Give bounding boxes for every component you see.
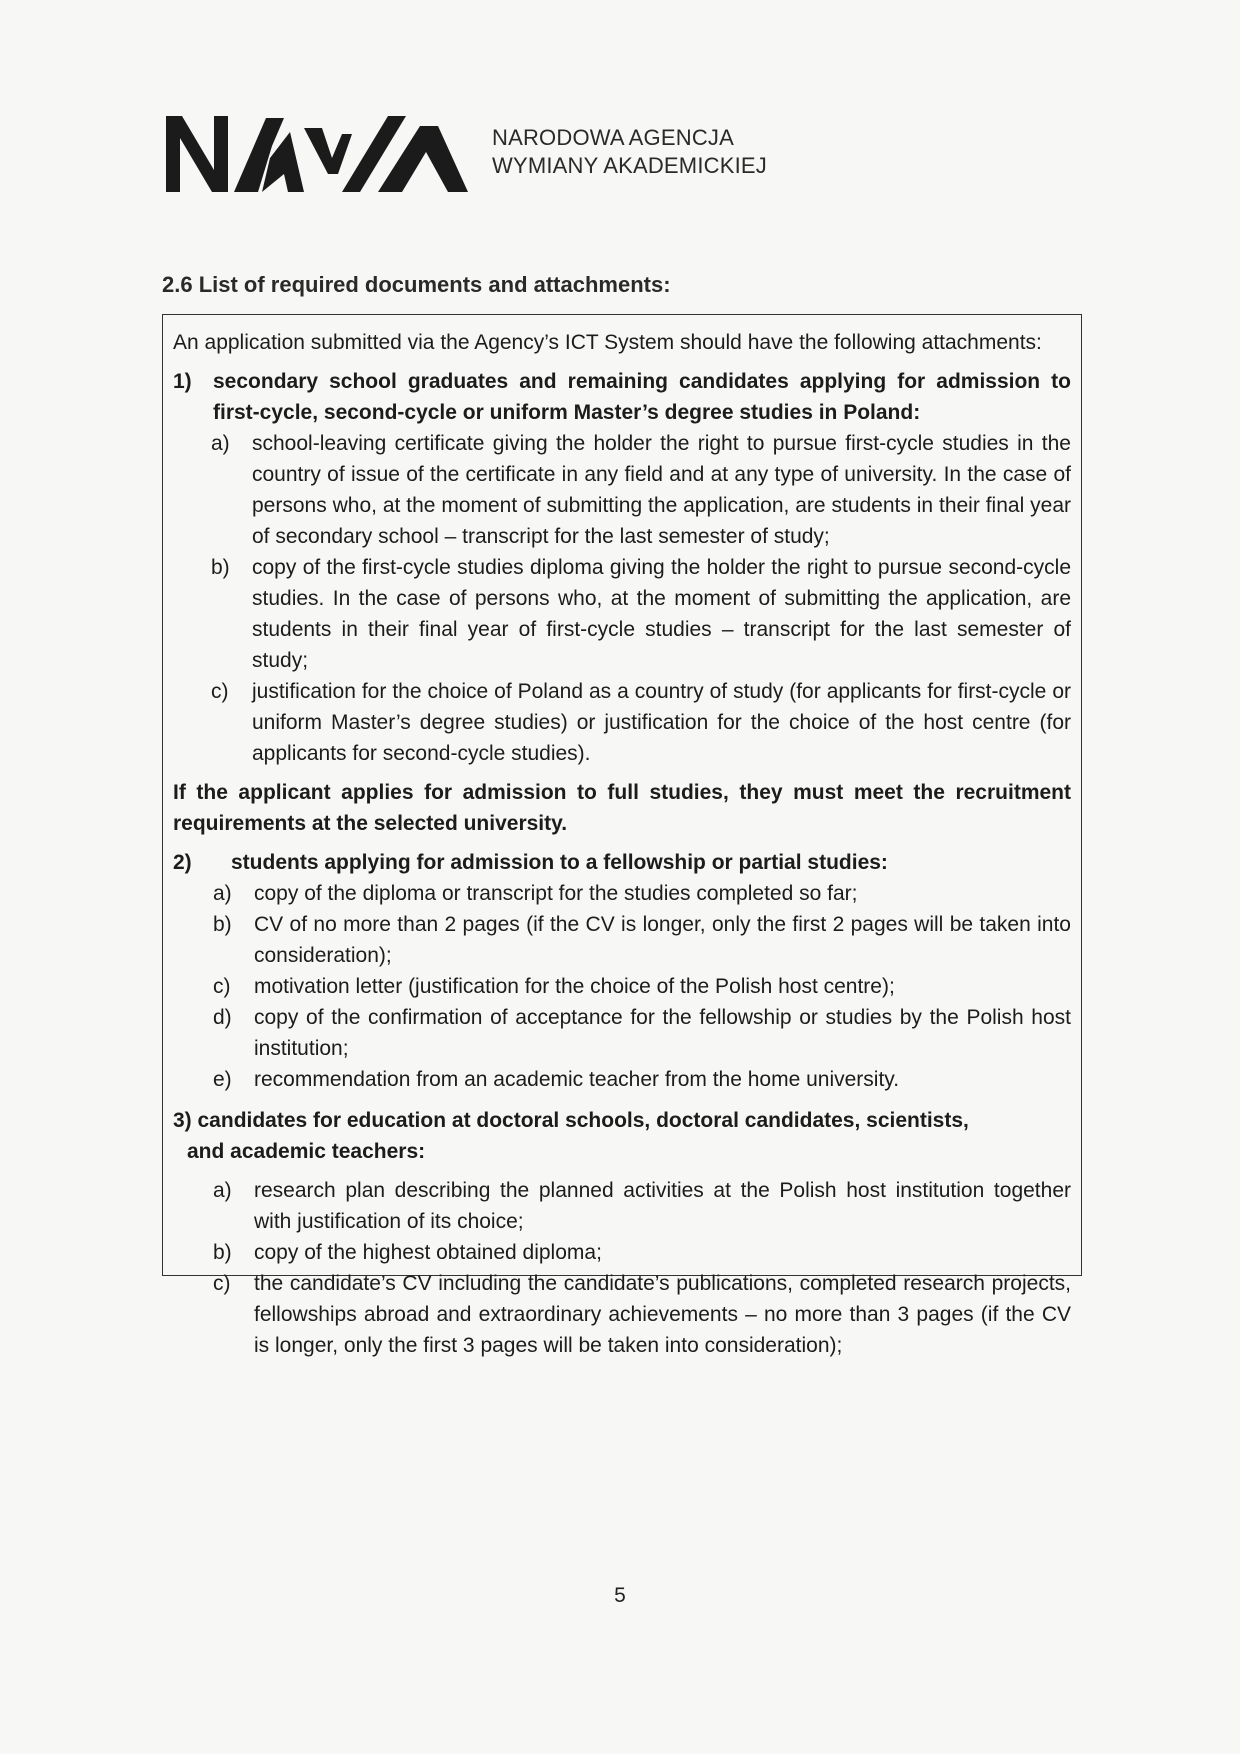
list-item	[213, 878, 1071, 909]
item-text: recommendation from an academic teacher from the home university.	[254, 1068, 900, 1091]
item-letter: a)	[211, 432, 230, 455]
item-letter: a)	[213, 882, 232, 905]
item-letter: d)	[213, 1006, 232, 1029]
group2-heading-text: students applying for admission to a fellowship or partial studies:	[231, 851, 888, 874]
group3-heading-line1: 3) candidates for education at doctoral schools, doctoral candidates, scientists,	[173, 1109, 969, 1132]
list-item	[211, 676, 1071, 769]
nawa-logo	[162, 108, 472, 198]
group1-heading	[173, 366, 1071, 428]
item-text: research plan describing the planned activities at the Polish host institution together with justification of its choice;	[254, 1179, 1071, 1233]
item-text: school-leaving certificate giving the holder the right to pursue first-cycle studies in the country of issue of the certificate in any field and at any type of university. In the case of persons who, at the moment of submitting the application, are students in their final year of secondary school – transcript for the last semester of study;	[252, 432, 1071, 548]
item-letter: a)	[213, 1179, 232, 1202]
list-item	[213, 1002, 1071, 1064]
page-number: 5	[614, 1584, 626, 1607]
item-letter: b)	[213, 913, 232, 936]
list-item	[213, 1268, 1071, 1361]
list-item	[213, 909, 1071, 971]
group2-number: 2)	[173, 851, 192, 874]
list-item	[213, 971, 1071, 1002]
group2-heading	[173, 847, 1071, 878]
list-item	[213, 1237, 1071, 1268]
item-letter: c)	[213, 1272, 231, 1295]
full-studies-note: If the applicant applies for admission to full studies, they must meet the recruitment requirements at the selected university.	[173, 781, 1071, 835]
agency-name-line2: WYMIANY AKADEMICKIEJ	[492, 153, 767, 178]
page-header	[162, 108, 862, 198]
group2-list	[167, 878, 1071, 1095]
list-item	[213, 1064, 1071, 1095]
item-letter: e)	[213, 1068, 232, 1091]
item-text: copy of the highest obtained diploma;	[254, 1241, 602, 1264]
item-letter: c)	[213, 975, 231, 998]
item-text: copy of the diploma or transcript for the studies completed so far;	[254, 882, 858, 905]
item-letter: b)	[213, 1241, 232, 1264]
section-title: 2.6 List of required documents and attachments:	[162, 272, 671, 297]
group3-list	[167, 1175, 1071, 1361]
item-text: the candidate’s CV including the candidate’s publications, completed research projects, fellowships abroad and extraordinary achievements – no more than 3 pages (if the CV is longer, only the first 3 pages will be taken into consideration);	[254, 1272, 1071, 1357]
list-item	[211, 428, 1071, 552]
group1-number: 1)	[173, 370, 192, 393]
group1-heading-text: secondary school graduates and remaining candidates applying for admission to first-cycle, second-cycle or uniform Master’s degree studies in Poland:	[213, 370, 1071, 424]
intro-text: An application submitted via the Agency’s ICT System should have the following attachments:	[173, 331, 1042, 354]
requirements-box	[162, 314, 1082, 1357]
item-letter: c)	[211, 680, 229, 703]
group1-list	[167, 428, 1071, 769]
item-text: justification for the choice of Poland as a country of study (for applicants for first-cycle or uniform Master’s degree studies) or justification for the choice of the host centre (for applicants for second-cycle studies).	[252, 680, 1071, 765]
list-item	[211, 552, 1071, 676]
agency-name-line1: NARODOWA AGENCJA	[492, 125, 734, 150]
item-letter: b)	[211, 556, 230, 579]
list-item	[213, 1175, 1071, 1237]
item-text: CV of no more than 2 pages (if the CV is longer, only the first 2 pages will be taken into consideration);	[254, 913, 1071, 967]
item-text: motivation letter (justification for the choice of the Polish host centre);	[254, 975, 895, 998]
item-text: copy of the confirmation of acceptance for the fellowship or studies by the Polish host institution;	[254, 1006, 1071, 1060]
group3-heading	[173, 1105, 1071, 1167]
group3-heading-line2: and academic teachers:	[187, 1140, 426, 1163]
item-text: copy of the first-cycle studies diploma giving the holder the right to pursue second-cycle studies. In the case of persons who, at the moment of submitting the application, are students in their final year of first-cycle studies – transcript for the last semester of study;	[252, 556, 1071, 672]
agency-name	[492, 124, 767, 180]
